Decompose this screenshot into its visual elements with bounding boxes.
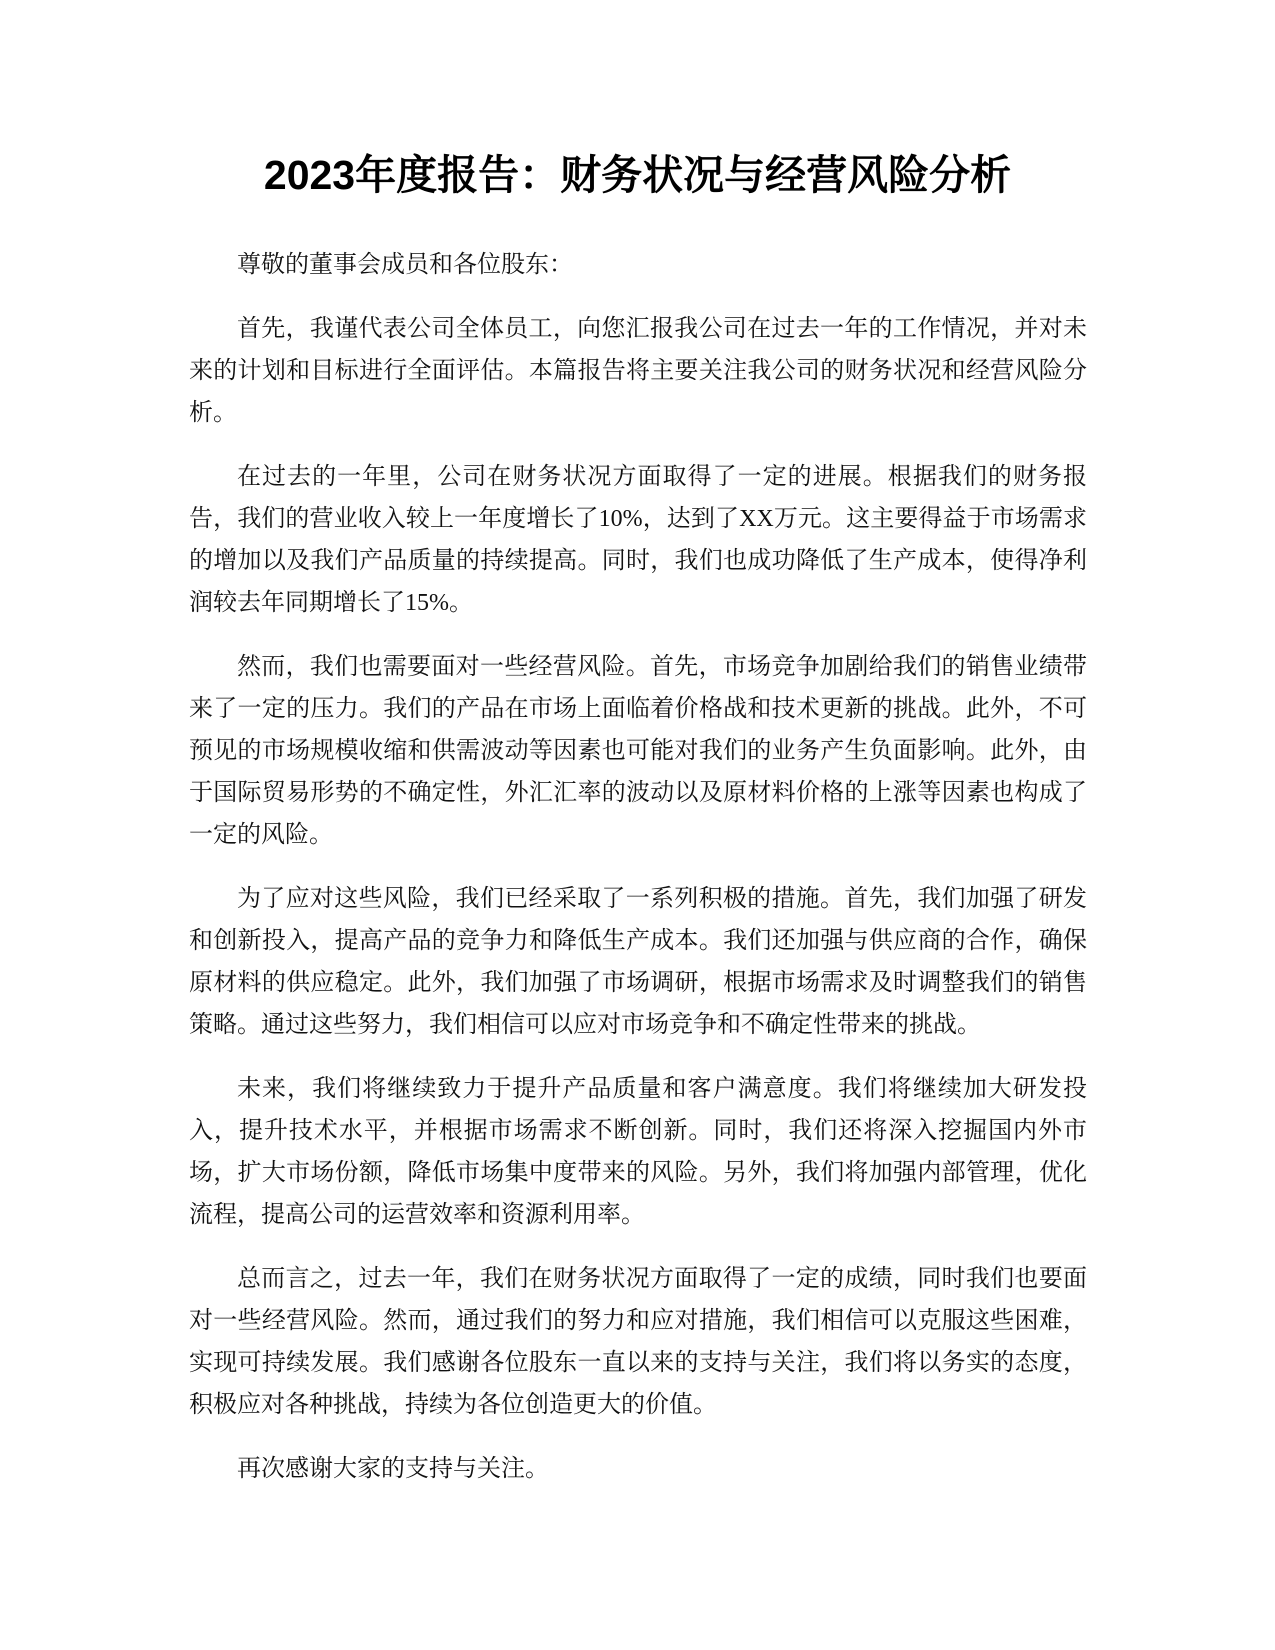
- document-body: [189, 244, 1087, 1512]
- body-paragraph-intro: 首先，我谨代表公司全体员工，向您汇报我公司在过去一年的工作情况，并对未来的计划和目标进行全面评估。本篇报告将主要关注我公司的财务状况和经营风险分析。: [189, 316, 1087, 426]
- body-paragraph-operating-risks: 然而，我们也需要面对一些经营风险。首先，市场竞争加剧给我们的销售业绩带来了一定的压力。我们的产品在市场上面临着价格战和技术更新的挑战。此外，不可预见的市场规模收缩和供需波动等因素也可能对我们的业务产生负面影响。此外，由于国际贸易形势的不确定性，外汇汇率的波动以及原材料价格的上涨等因素也构成了一定的风险。: [189, 654, 1087, 848]
- closing-paragraph: 再次感谢大家的支持与关注。: [237, 1456, 549, 1482]
- body-paragraph-financial-status: 在过去的一年里，公司在财务状况方面取得了一定的进展。根据我们的财务报告，我们的营业收入较上一年度增长了10%，达到了XX万元。这主要得益于市场需求的增加以及我们产品质量的持续提高。同时，我们也成功降低了生产成本，使得净利润较去年同期增长了15%。: [189, 464, 1087, 616]
- body-paragraph-future-plans: 未来，我们将继续致力于提升产品质量和客户满意度。我们将继续加大研发投入，提升技术水平，并根据市场需求不断创新。同时，我们还将深入挖掘国内外市场，扩大市场份额，降低市场集中度带来的风险。另外，我们将加强内部管理，优化流程，提高公司的运营效率和资源利用率。: [189, 1076, 1087, 1228]
- body-paragraph-summary: 总而言之，过去一年，我们在财务状况方面取得了一定的成绩，同时我们也要面对一些经营风险。然而，通过我们的努力和应对措施，我们相信可以克服这些困难，实现可持续发展。我们感谢各位股东一直以来的支持与关注，我们将以务实的态度，积极应对各种挑战，持续为各位创造更大的价值。: [189, 1266, 1087, 1418]
- greeting-paragraph: 尊敬的董事会成员和各位股东：: [237, 252, 573, 278]
- document-title: 2023年度报告：财务状况与经营风险分析: [263, 152, 1012, 198]
- body-paragraph-countermeasures: 为了应对这些风险，我们已经采取了一系列积极的措施。首先，我们加强了研发和创新投入，提高产品的竞争力和降低生产成本。我们还加强与供应商的合作，确保原材料的供应稳定。此外，我们加强了市场调研，根据市场需求及时调整我们的销售策略。通过这些努力，我们相信可以应对市场竞争和不确定性带来的挑战。: [189, 886, 1087, 1038]
